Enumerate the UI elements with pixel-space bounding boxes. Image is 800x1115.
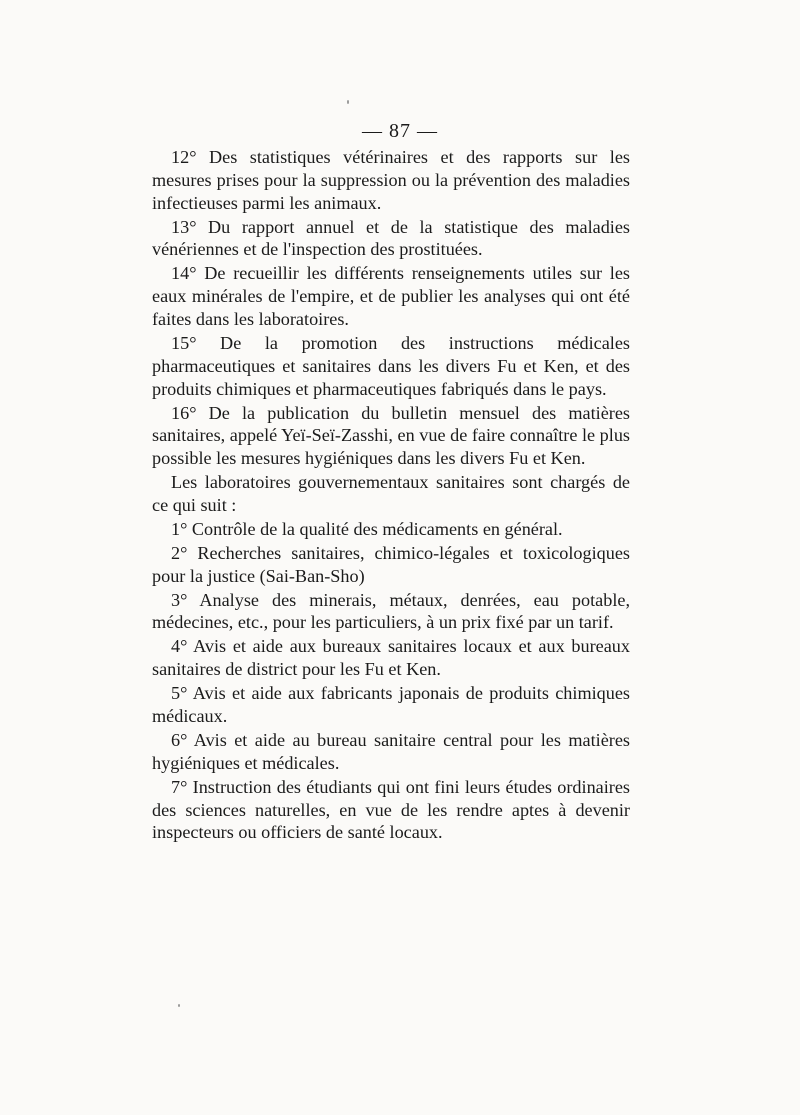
paragraph-item-12: 12° Des statistiques vétérinaires et des rapports sur les mesures prises pour la suppression ou la prévention des maladies infectieuses parmi les animaux. (152, 147, 630, 213)
paragraph-task-6: 6° Avis et aide au bureau sanitaire central pour les matières hygiéniques et médicales. (152, 729, 630, 773)
paragraph-task-4: 4° Avis et aide aux bureaux sanitaires locaux et aux bureaux sanitaires de district pour les Fu et Ken. (152, 636, 630, 680)
paragraph-task-2: 2° Recherches sanitaires, chimico-légales et toxicologiques pour la justice (Sai-Ban-Sho) (152, 542, 630, 586)
paragraph-task-3: 3° Analyse des minerais, métaux, denrées, eau potable, médecines, etc., pour les particuliers, à un prix fixé par un tarif. (152, 589, 630, 633)
paper-speck (178, 1004, 180, 1007)
paragraph-task-7: 7° Instruction des étudiants qui ont fini leurs études ordinaires des sciences naturelles, en vue de les rendre aptes à devenir inspecteurs ou officiers de santé locaux. (152, 776, 630, 843)
paragraph-item-16: 16° De la publication du bulletin mensuel des matières sanitaires, appelé Yeï-Seï-Zasshi, en vue de faire connaître le plus possible les mesures hygiéniques dans les divers Fu et Ken. (152, 402, 630, 469)
paragraph-task-5: 5° Avis et aide aux fabricants japonais de produits chimiques médicaux. (152, 683, 630, 726)
paper-speck (347, 100, 349, 104)
paragraph-item-15: 15° De la promotion des instructions médicales pharmaceutiques et sanitaires dans les divers Fu et Ken, et des produits chimiques et pharmaceutiques fabriqués dans le pays. (152, 332, 630, 399)
page-body-text (152, 146, 630, 845)
paragraph-task-1: 1° Contrôle de la qualité des médicaments en général. (171, 518, 563, 539)
paragraph-item-14: 14° De recueillir les différents renseignements utiles sur les eaux minérales de l'empire, et de publier les analyses qui ont été faites dans les laboratoires. (152, 263, 630, 329)
page-number: — 87 — (362, 120, 438, 142)
paragraph-laboratories-intro: Les laboratoires gouvernementaux sanitaires sont chargés de ce qui suit : (152, 472, 630, 515)
paragraph-item-13: 13° Du rapport annuel et de la statistique des maladies vénériennes et de l'inspection des prostituées. (152, 216, 630, 260)
